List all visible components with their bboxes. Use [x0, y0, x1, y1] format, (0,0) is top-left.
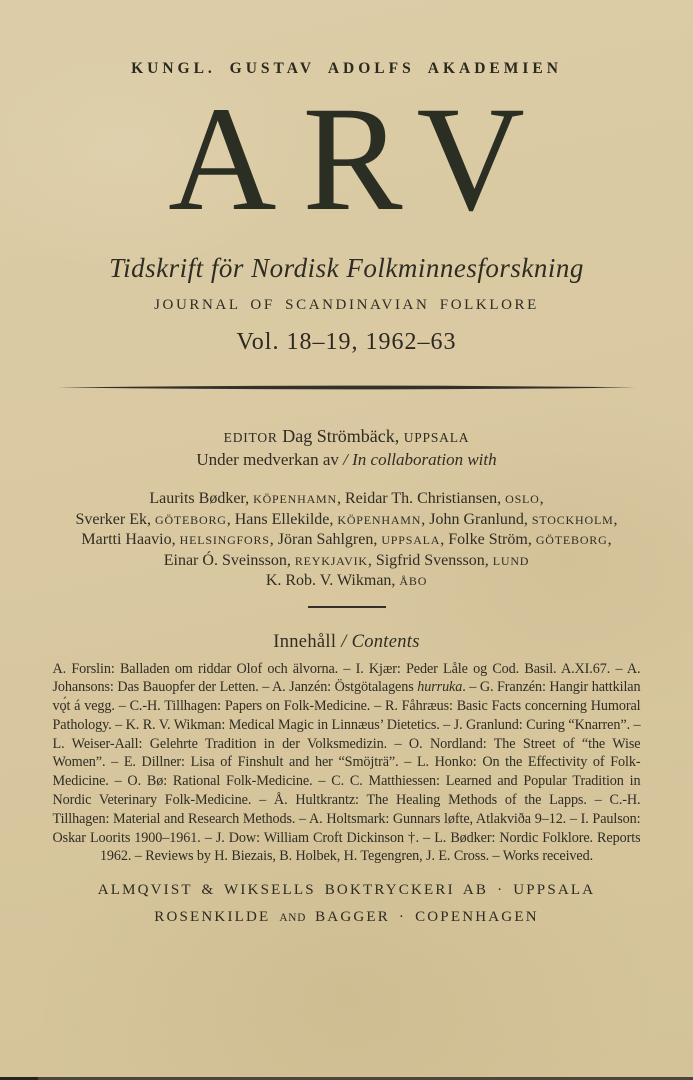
collaborator-line: Sverker Ek, GÖTEBORG, Hans Ellekilde, KÖPENHAMN, John Granlund, STOCKHOLM, [75, 510, 618, 528]
academy-name: KUNGL. GUSTAV ADOLFS AKADEMIEN [131, 60, 562, 77]
collaboration-note: Under medverkan av / In collaboration with [196, 450, 497, 469]
editor-line: EDITOR Dag Strömbäck, UPPSALA [223, 426, 470, 446]
collaborator-line: K. Rob. V. Wikman, ÅBO [265, 572, 428, 589]
subtitle-english: JOURNAL OF SCANDINAVIAN FOLKLORE [154, 297, 539, 313]
subtitle-swedish: Tidskrift för Nordisk Folkminnesforskning [109, 253, 584, 283]
collaborator-line: Martti Haavio, HELSINGFORS, Jöran Sahlgren, UPPSALA, Folke Ström, GÖTEBORG, [81, 531, 612, 548]
divider-rule [308, 606, 386, 608]
collaborator-line: Laurits Bødker, KÖPENHAMN, Reidar Th. Christiansen, OSLO, [149, 490, 544, 507]
volume-line: Vol. 18–19, 1962–63 [236, 329, 457, 355]
printer-line: ALMQVIST & WIKSELLS BOKTRYCKERI AB · UPPSALA [97, 882, 596, 899]
publisher-line: ROSENKILDE AND BAGGER · COPENHAGEN [154, 909, 539, 926]
contents-heading: Innehåll / Contents [273, 631, 420, 652]
swelled-rule [0, 385, 693, 390]
collaborators-list [0, 489, 693, 592]
contents-paragraph: A. Forslin: Balladen om riddar Olof och älvorna. – I. Kjær: Peder Låle og Cod. Basil. A.XI.67. – A. Johansons: Das Bauopfer der Letten. – A. Janzén: Östgötalagens hurruka. – G. Franzén: Hangir hattkilan vǫ́t á vegg. – C.-H. Tillhagen: Papers on Folk-Medicine. – R. Fåhræus: Basic Facts concerning Humoral Pathology. – K. R. V. Wikman: Medical Magic in Linnæus’ Dietetics. – J. Granlund: Curing “Knarren”. – L. Weiser-Aall: Gelehrte Tradition in der Volksmedizin. – O. Nordland: The Street of “the Wise Women”. – E. Dillner: Lisa of Finshult and her “Smöjträ”. – L. Honko: On the Effectivity of Folk-Medicine. – O. Bø: Rational Folk-Medicine. – C. C. Matthiessen: Learned and Popular Tradition in Nordic Veterinary Folk-Medicine. – Å. Hultkrantz: The Healing Methods of the Lapps. – C.-H. Tillhagen: Material and Research Methods. – A. Holtsmark: Gunnars løfte, Atlakviða 9–12. – I. Paulson: Oskar Loorits 1900–1961. – J. Dow: William Croft Dickinson †. – L. Bødker: Nordic Folklore. Reports 1962. – Reviews by H. Biezais, B. Holbek, H. Tegengren, J. E. Cross. – Works received. [52, 660, 641, 865]
journal-title: ARV [168, 76, 551, 242]
collaborator-line: Einar Ó. Sveinsson, REYKJAVIK, Sigfrid Svensson, LUND [163, 551, 530, 569]
